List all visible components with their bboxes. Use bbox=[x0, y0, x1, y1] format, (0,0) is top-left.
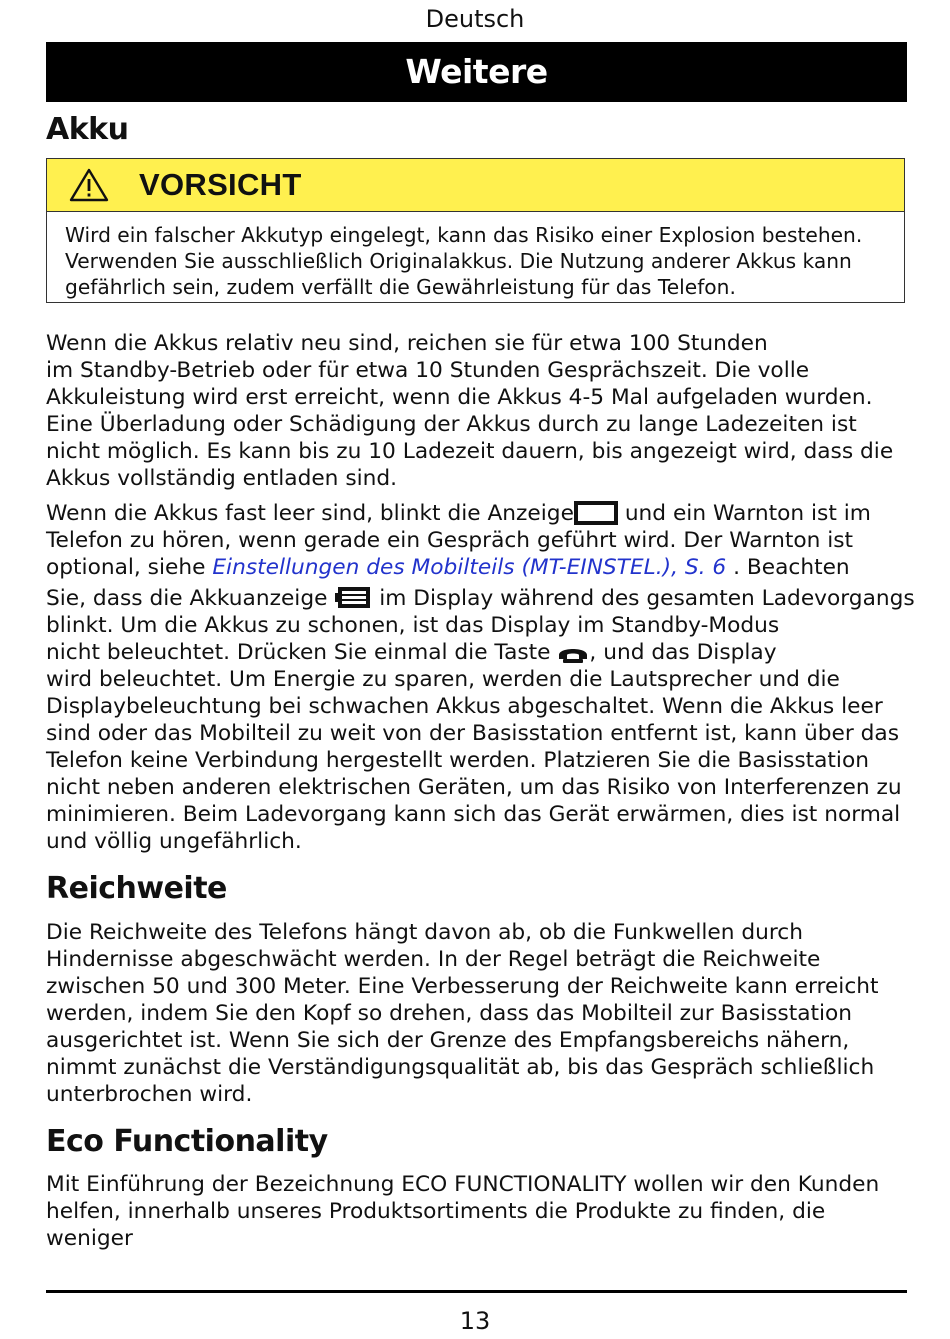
caution-line: gefährlich sein, zudem verfällt die Gewährleistung für das Telefon. bbox=[65, 275, 736, 299]
text-line: zwischen 50 und 300 Meter. Eine Verbesserung der Reichweite kann erreicht bbox=[46, 974, 879, 999]
phone-handset-icon bbox=[557, 641, 589, 665]
text-line: Hindernisse abgeschwächt werden. In der Regel beträgt die Reichweite bbox=[46, 947, 821, 972]
caution-line: Verwenden Sie ausschließlich Originalakkus. Die Nutzung anderer Akkus kann bbox=[65, 249, 852, 273]
text-line: wird beleuchtet. Um Energie zu sparen, werden die Lautsprecher und die bbox=[46, 667, 840, 692]
text-line: Eine Überladung oder Schädigung der Akkus durch zu lange Ladezeiten ist bbox=[46, 412, 857, 437]
text-line: werden, indem Sie den Kopf so drehen, dass das Mobilteil zur Basisstation bbox=[46, 1001, 853, 1026]
text-line: und völlig ungefährlich. bbox=[46, 829, 302, 854]
caution-text bbox=[47, 212, 904, 300]
text-fragment: im Display während des gesamten Ladevorgangs bbox=[372, 586, 915, 611]
text-line: helfen, innerhalb unseres Produktsortiments die Produkte zu finden, die weniger bbox=[46, 1199, 826, 1251]
battery-empty-icon bbox=[574, 500, 618, 526]
text-line: minimieren. Beim Ladevorgang kann sich das Gerät erwärmen, dies ist normal bbox=[46, 802, 901, 827]
text-line: sind oder das Mobilteil zu weit von der Basisstation entfernt ist, kann über das bbox=[46, 721, 900, 746]
caution-title: VORSICHT bbox=[139, 167, 302, 202]
text-line: nicht möglich. Es kann bis zu 10 Ladezeit dauern, bis angezeigt wird, dass die bbox=[46, 439, 894, 464]
text-line: Akkus vollständig entladen sind. bbox=[46, 466, 398, 491]
text-fragment: Wenn die Akkus fast leer sind, blinkt die Anzeige bbox=[46, 501, 574, 526]
section-heading-eco: Eco Functionality bbox=[46, 1124, 328, 1159]
battery-full-icon bbox=[334, 585, 372, 611]
eco-paragraph bbox=[46, 1171, 916, 1252]
settings-page-link[interactable]: Einstellungen des Mobilteils (MT-EINSTEL.), S. 6 bbox=[212, 555, 727, 580]
caution-line: Wird ein falscher Akkutyp eingelegt, kann das Risiko einer Explosion bestehen. bbox=[65, 223, 863, 247]
language-header: Deutsch bbox=[425, 5, 525, 33]
text-line: Telefon keine Verbindung hergestellt werden. Platzieren Sie die Basisstation bbox=[46, 748, 869, 773]
text-line: Wenn die Akkus relativ neu sind, reichen sie für etwa 100 Stunden bbox=[46, 331, 768, 356]
text-line bbox=[46, 585, 916, 612]
section-heading-akku: Akku bbox=[46, 112, 129, 147]
text-fragment: nicht beleuchtet. Drücken Sie einmal die Taste bbox=[46, 640, 558, 665]
text-fragment: optional, siehe bbox=[46, 555, 213, 580]
reichweite-paragraph bbox=[46, 919, 916, 1108]
text-line bbox=[46, 554, 916, 581]
text-line bbox=[46, 639, 916, 666]
text-line: Akkuleistung wird erst erreicht, wenn die Akkus 4-5 Mal aufgeladen wurden. bbox=[46, 385, 873, 410]
chapter-title-bar: Weitere bbox=[46, 42, 907, 102]
warning-triangle-icon bbox=[69, 168, 109, 202]
text-line: ausgerichtet ist. Wenn Sie sich der Grenze des Empfangsbereichs nähern, bbox=[46, 1028, 850, 1053]
text-fragment: und ein Warnton ist im bbox=[617, 501, 871, 526]
footer-divider bbox=[46, 1290, 907, 1293]
text-fragment: . Beachten bbox=[726, 555, 850, 580]
text-line: unterbrochen wird. bbox=[46, 1082, 253, 1107]
text-line: Die Reichweite des Telefons hängt davon ab, ob die Funkwellen durch bbox=[46, 920, 803, 945]
text-line: nicht neben anderen elektrischen Geräten, um das Risiko von Interferenzen zu bbox=[46, 775, 902, 800]
akku-paragraph-1 bbox=[46, 330, 916, 492]
section-heading-reichweite: Reichweite bbox=[46, 871, 227, 906]
text-line: nimmt zunächst die Verständigungsqualität ab, bis das Gespräch schließlich bbox=[46, 1055, 875, 1080]
text-line: im Standby-Betrieb oder für etwa 10 Stunden Gesprächszeit. Die volle bbox=[46, 358, 810, 383]
text-fragment: , und das Display bbox=[589, 640, 777, 665]
text-line: blinkt. Um die Akkus zu schonen, ist das Display im Standby-Modus bbox=[46, 613, 780, 638]
page-number: 13 bbox=[459, 1307, 491, 1335]
akku-paragraph-2 bbox=[46, 500, 916, 855]
caution-header bbox=[47, 159, 904, 212]
text-line: Telefon zu hören, wenn gerade ein Gespräch geführt wird. Der Warnton ist bbox=[46, 528, 854, 553]
text-fragment: Sie, dass die Akkuanzeige bbox=[46, 586, 335, 611]
text-line: Displaybeleuchtung bei schwachen Akkus abgeschaltet. Wenn die Akkus leer bbox=[46, 694, 883, 719]
caution-box bbox=[46, 158, 905, 303]
text-line: Mit Einführung der Bezeichnung ECO FUNCTIONALITY wollen wir den Kunden bbox=[46, 1172, 880, 1197]
text-line bbox=[46, 500, 916, 527]
